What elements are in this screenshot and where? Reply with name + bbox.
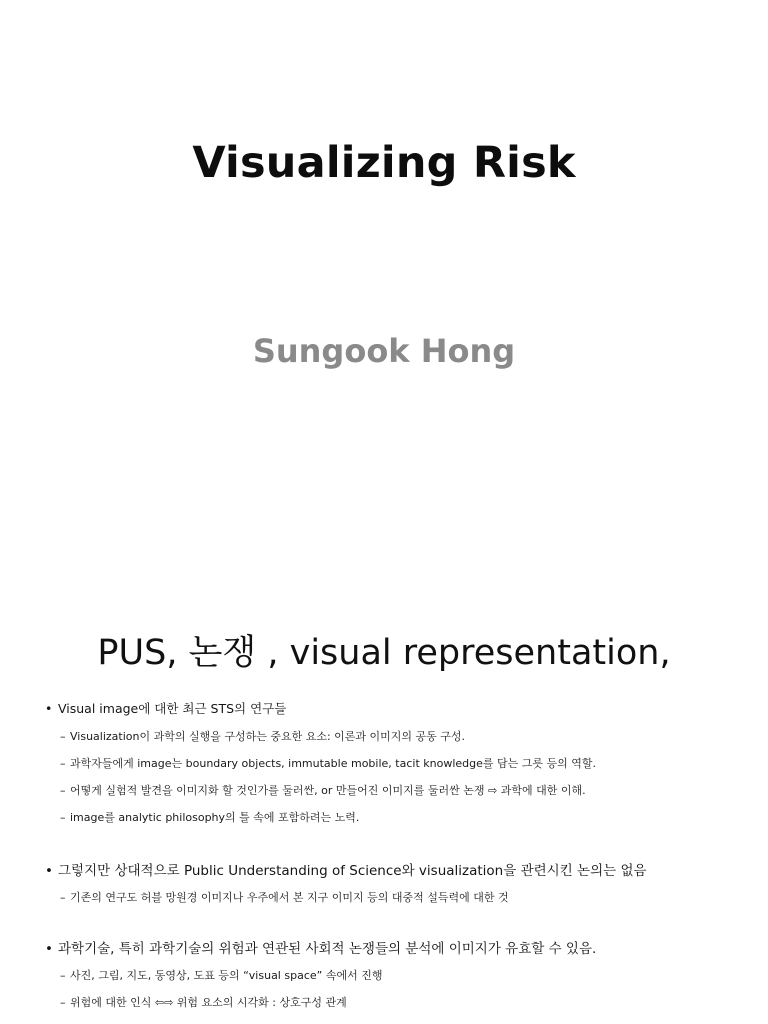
sub-dash: – [60, 784, 66, 797]
sub-item-text: Visualization이 과학의 실행을 구성하는 중요한 요소: 이론과 이미지의 공동 구성. [70, 730, 466, 743]
sub-item [60, 967, 382, 983]
sub-item-text: image를 analytic philosophy의 틀 속에 포함하려는 노력. [70, 811, 360, 824]
slide-heading: PUS, 논쟁 , visual representation, [97, 633, 671, 673]
bullet-item [45, 859, 647, 879]
sub-item-text: 기존의 연구도 허블 망원경 이미지나 우주에서 본 지구 이미지 등의 대중적 설득력에 대한 것 [70, 891, 509, 904]
bullet-dot: • [45, 863, 53, 879]
sub-item [60, 889, 509, 905]
bullet-text: Visual image에 대한 최근 STS의 연구들 [58, 701, 287, 716]
sub-dash: – [60, 730, 66, 743]
bullet-text: 과학기술, 특히 과학기술의 위험과 연관된 사회적 논쟁들의 분석에 이미지가 유효할 수 있음. [58, 941, 597, 957]
sub-item [60, 994, 347, 1010]
sub-item [60, 809, 359, 825]
bullet-dot: • [45, 941, 53, 957]
sub-item-text: 사진, 그림, 지도, 동영상, 도표 등의 “visual space” 속에서 진행 [70, 969, 383, 982]
sub-item [60, 782, 586, 798]
sub-item-text: 위험에 대한 인식 ⇦⇨ 위험 요소의 시각화 : 상호구성 관계 [70, 996, 347, 1009]
sub-dash: – [60, 891, 66, 904]
sub-item [60, 755, 596, 771]
content-slide [0, 600, 768, 1024]
sub-dash: – [60, 811, 66, 824]
sub-item-text: 과학자들에게 image는 boundary objects, immutable mobile, tacit knowledge를 담는 그릇 등의 역할. [70, 757, 596, 770]
bullet-dot: • [45, 701, 53, 716]
sub-dash: – [60, 757, 66, 770]
bullet-item [45, 699, 286, 717]
sub-dash: – [60, 969, 66, 982]
bullet-text: 그렇지만 상대적으로 Public Understanding of Science와 visualization을 관련시킨 논의는 없음 [58, 863, 647, 879]
slide-title: Visualizing Risk [192, 138, 576, 188]
bullet-item [45, 937, 596, 957]
sub-dash: – [60, 996, 66, 1009]
sub-item-text: 어떻게 실험적 발견을 이미지화 할 것인가를 둘러싼, or 만들어진 이미지를 둘러싼 논쟁 ⇨ 과학에 대한 이해. [70, 784, 586, 797]
sub-item [60, 728, 465, 744]
author-name: Sungook Hong [252, 332, 516, 370]
